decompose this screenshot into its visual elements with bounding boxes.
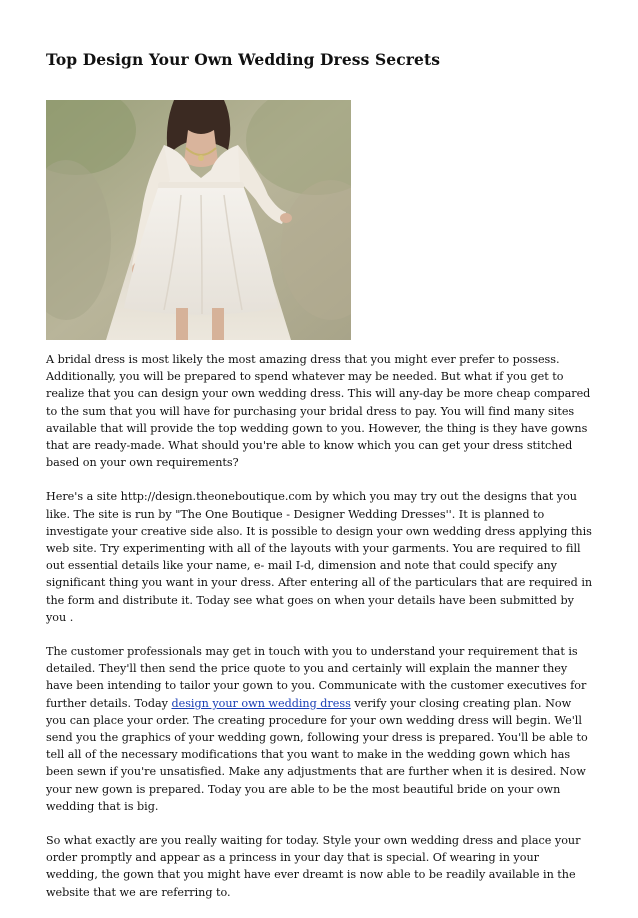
page-title: Top Design Your Own Wedding Dress Secrets [46,50,441,69]
wedding-dress-illustration [46,100,351,340]
paragraph-process-after: verify your closing creating plan. Now you can place your order. The creating procedure for your own wedding dress will begin. We'll send you the graphics of your wedding gown, following your dress is prepared. You'll be able to tell all of the necessary modifications that you want to make in the wedding gown which has been sewn if you're unsatisfied. Make any adjustments that are further when it is desired. Now your new gown is prepared. Today you are able to be the most beautiful bride on your own wedding that is big. [46,696,588,813]
paragraph-conclusion: So what exactly are you really waiting for today. Style your own wedding dress and place your order promptly and appear as a princess in your day that is special. Of wearing in your wedding, the gown that you might have ever dreamt is now able to be readily available in the website that we are referring to. [46,834,581,899]
paragraph-process-before: The customer professionals may get in touch with you to understand your requirement that is detailed. They'll then send the price quote to you and certainly will explain the manner they have been intending to tailor your gown to you. Communicate with the customer executives for further details. Today [46,645,587,710]
paragraph-process [46,643,594,815]
design-wedding-dress-link[interactable]: design your own wedding dress [171,696,351,710]
article-body [46,351,594,918]
paragraph-site-info: Here's a site http://design.theoneboutique.com by which you may try out the designs that you like. The site is run by "The One Boutique - Designer Wedding Dresses''. It is planned to investigate your creative side also. It is possible to design your own wedding dress applying this web site. Try experimenting with all of the layouts with your garments. You are required to fill out essential details like your name, e- mail I-d, dimension and note that could specify any significant thing you want in your dress. After entering all of the particulars that are required in the form and distribute it. Today see what goes on when your details have been submitted by you . [46,490,593,624]
paragraph-intro: A bridal dress is most likely the most amazing dress that you might ever prefer to possess. Additionally, you will be prepared to spend whatever may be needed. But what if you get to realize that you can design your own wedding dress. This will any-day be more cheap compared to the sum that you will have for purchasing your bridal dress to pay. You will find many sites available that will provide the top wedding gown to you. However, the thing is they have gowns that are ready-made. What should you're able to know which you can get your dress stitched based on your own requirements? [46,353,591,470]
wedding-dress-photo [46,100,351,340]
